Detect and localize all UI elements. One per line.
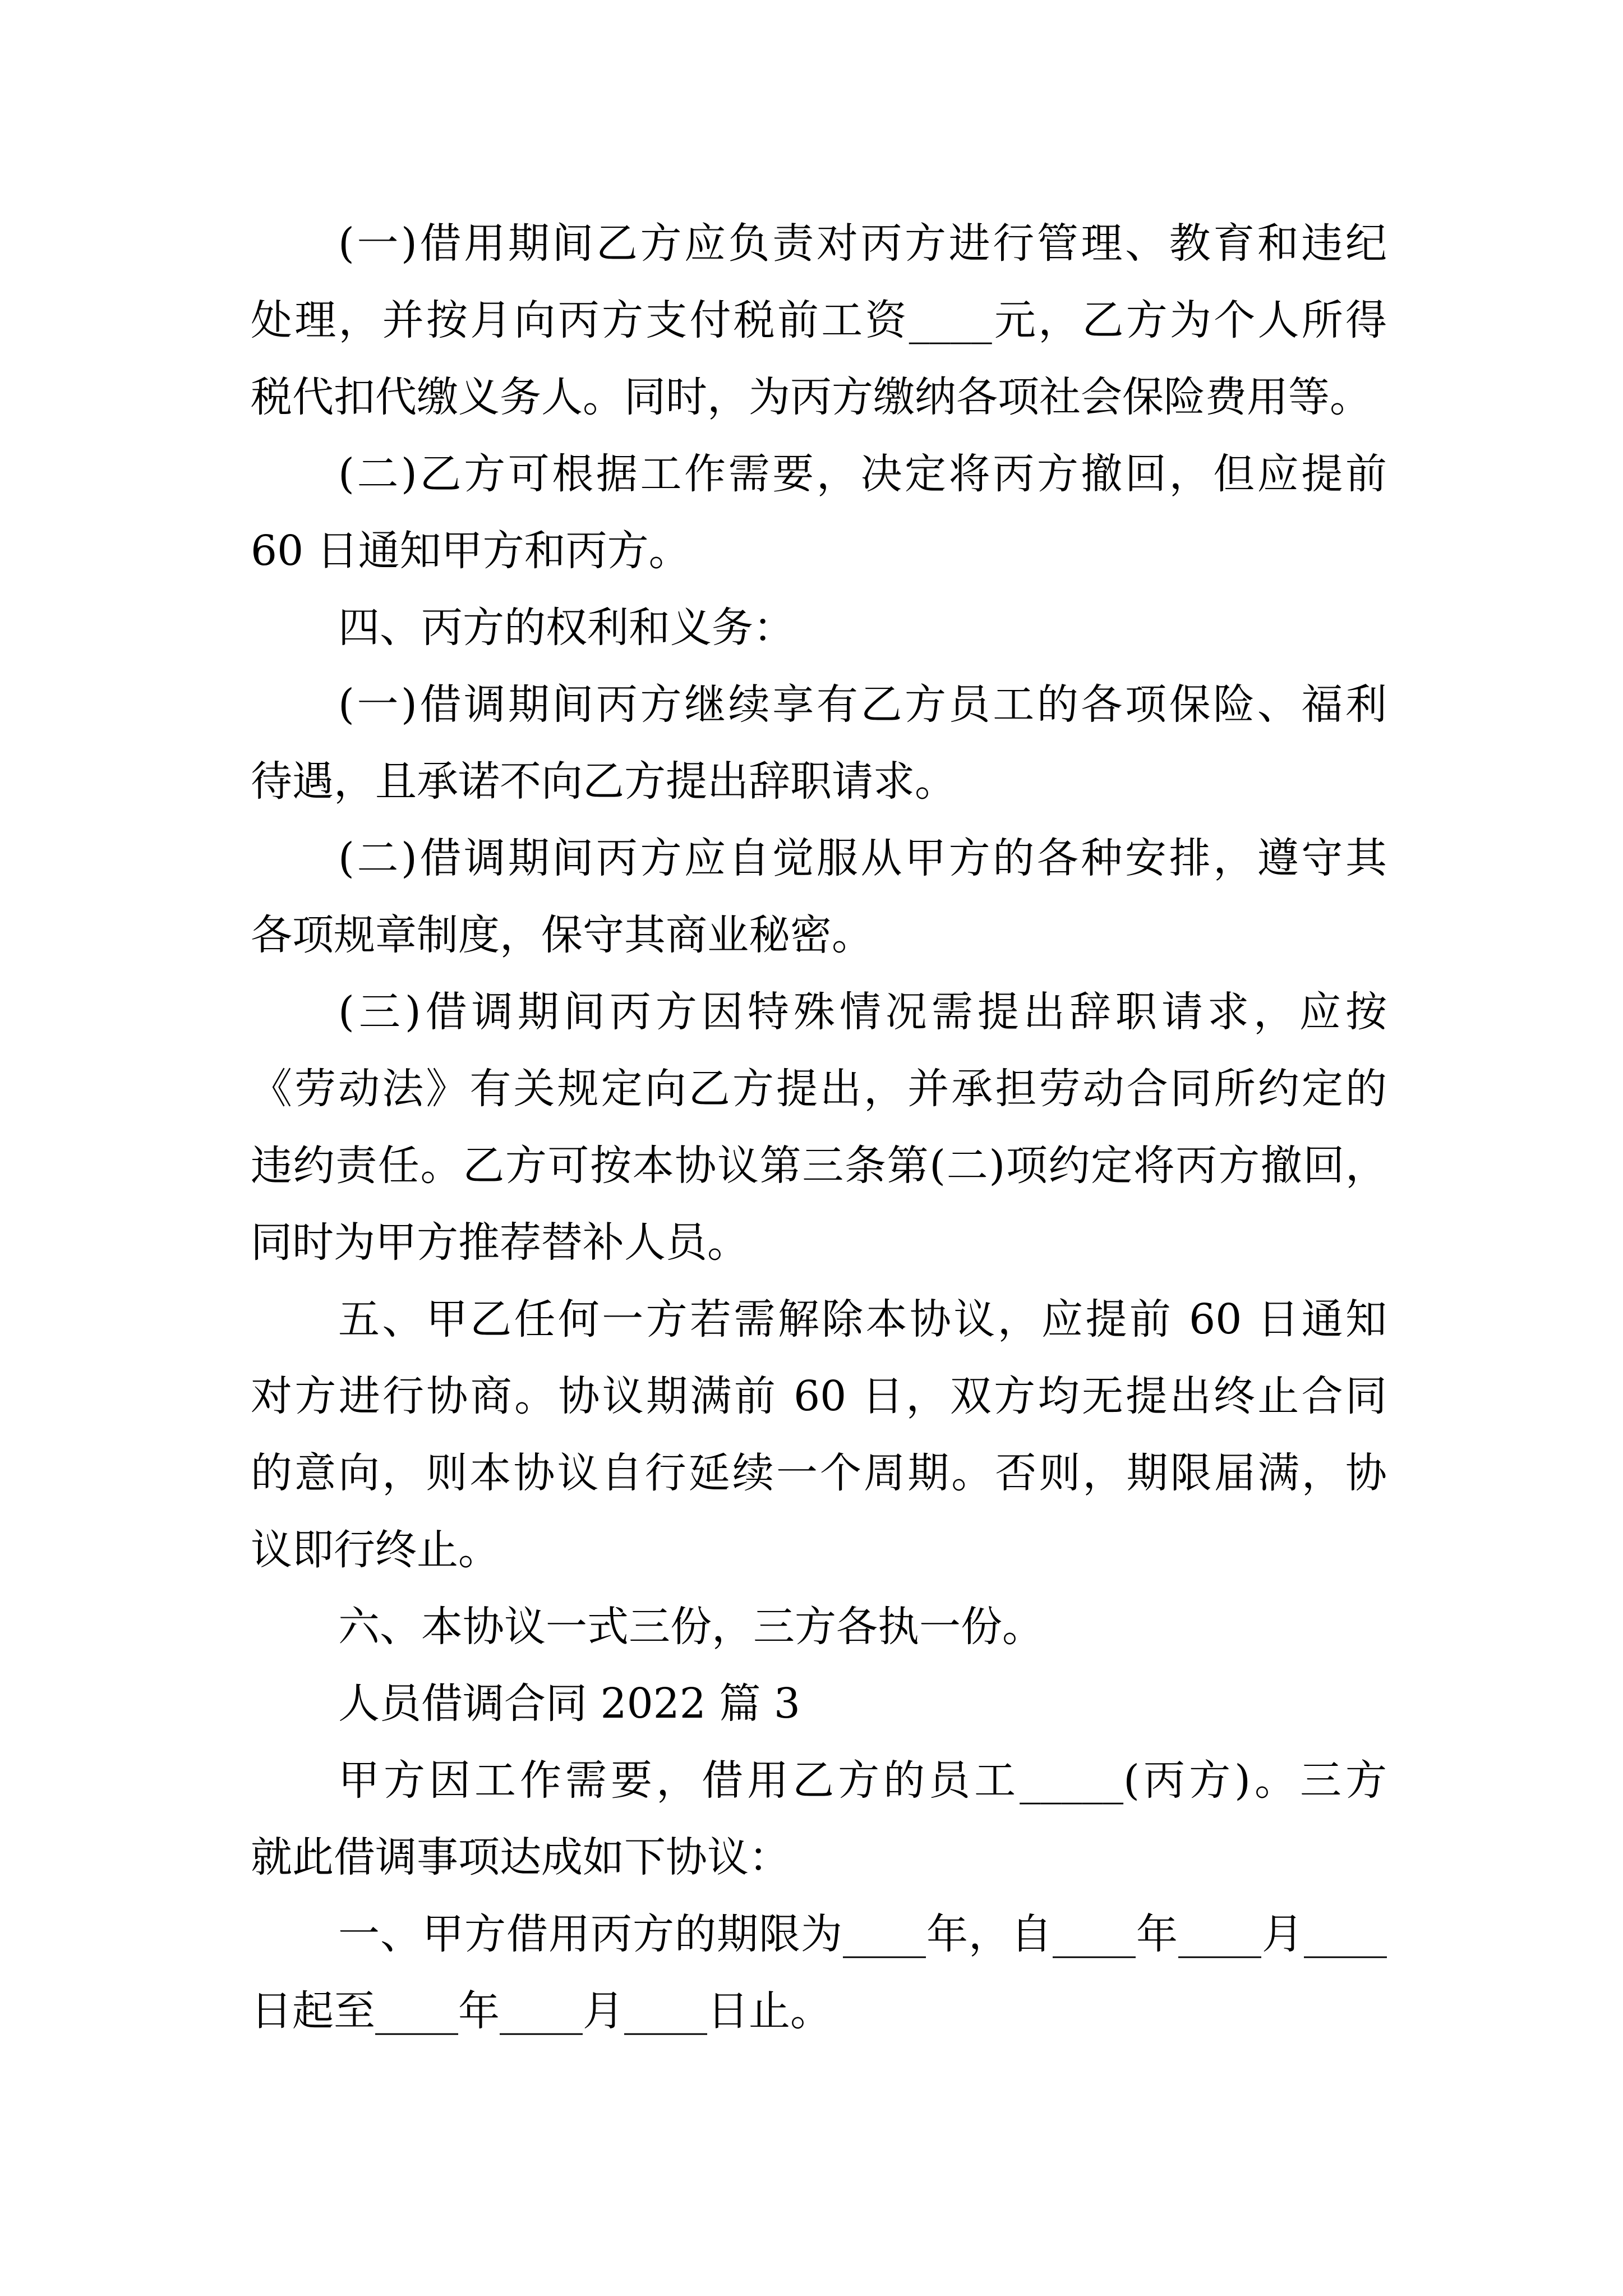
paragraph-article-1 [251, 1896, 1387, 2050]
text-line: (一)借用期间乙方应负责对丙方进行管理、教育和违纪 [338, 219, 1387, 268]
text-line: 违约责任。乙方可按本协议第三条第(二)项约定将丙方撤回， [251, 1142, 1387, 1190]
text-line: 甲方因工作需要，借用乙方的员工_____(丙方)。三方 [338, 1756, 1387, 1805]
document-body [251, 205, 1387, 2050]
text-line: 同时为甲方推荐替补人员。 [251, 1218, 749, 1267]
text-line: 的意向，则本协议自行延续一个周期。否则，期限届满，协 [251, 1449, 1387, 1497]
text-line: 议即行终止。 [251, 1526, 500, 1574]
text-line: 一、甲方借用丙方的期限为____年，自____年____月____ [338, 1910, 1387, 1958]
text-line: 各项规章制度，保守其商业秘密。 [251, 911, 873, 959]
text-line: 四、丙方的权利和义务： [338, 604, 795, 652]
paragraph-preamble [251, 1742, 1387, 1896]
text-line: 《劳动法》有关规定向乙方提出，并承担劳动合同所约定的 [251, 1065, 1387, 1113]
paragraph-article-3-item-2 [251, 436, 1387, 590]
text-line: (二)乙方可根据工作需要，决定将丙方撤回，但应提前 [338, 450, 1387, 498]
paragraph-article-3-item-1 [251, 205, 1387, 436]
text-line: 待遇，且承诺不向乙方提出辞职请求。 [251, 757, 956, 806]
paragraph-article-6 [251, 1589, 1387, 1665]
text-line: 60 日通知甲方和丙方。 [251, 527, 690, 575]
text-line: 五、甲乙任何一方若需解除本协议，应提前 60 日通知 [338, 1295, 1387, 1343]
text-line: (二)借调期间丙方应自觉服从甲方的各种安排，遵守其 [338, 834, 1387, 882]
paragraph-article-4-item-3 [251, 974, 1387, 1281]
paragraph-article-5 [251, 1281, 1387, 1589]
text-line: (一)借调期间丙方继续享有乙方员工的各项保险、福利 [338, 680, 1387, 729]
text-line: 就此借调事项达成如下协议： [251, 1833, 790, 1881]
section-heading-article-4 [251, 590, 1387, 666]
text-line: 六、本协议一式三份，三方各执一份。 [338, 1603, 1044, 1651]
text-line: 处理，并按月向丙方支付税前工资____元，乙方为个人所得 [251, 296, 1387, 344]
paragraph-article-4-item-2 [251, 820, 1387, 974]
text-line: 对方进行协商。协议期满前 60 日，双方均无提出终止合同 [251, 1372, 1387, 1420]
paragraph-article-4-item-1 [251, 666, 1387, 820]
text-line: 税代扣代缴义务人。同时，为丙方缴纳各项社会保险费用等。 [251, 373, 1371, 421]
text-line: (三)借调期间丙方因特殊情况需提出辞职请求，应按 [338, 988, 1387, 1036]
text-line: 人员借调合同 2022 篇 3 [338, 1680, 800, 1728]
text-line: 日起至____年____月____日止。 [251, 1987, 832, 2035]
contract-title [251, 1665, 1387, 1742]
